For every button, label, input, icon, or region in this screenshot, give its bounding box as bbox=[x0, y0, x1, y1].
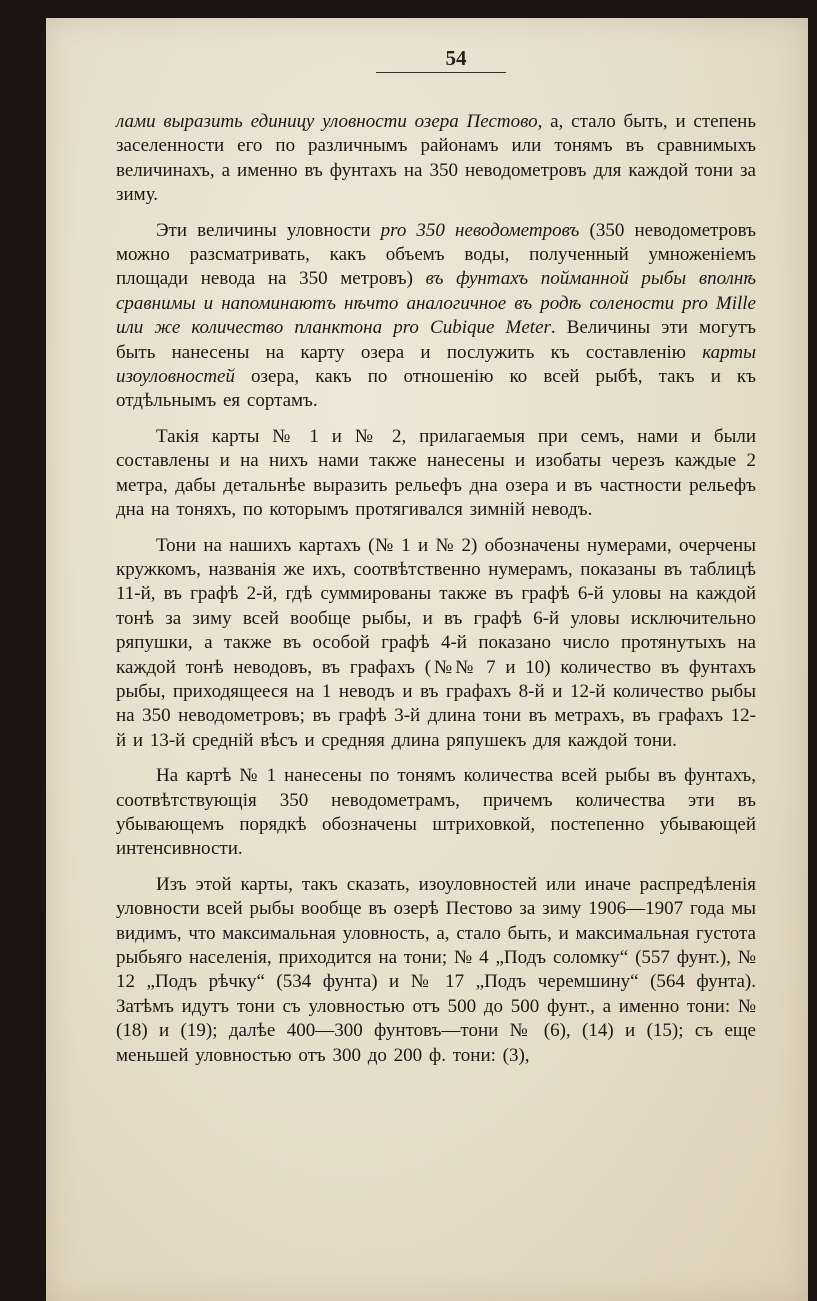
text-segment: (350 неводометровъ можно разсматривать, какъ объемъ воды, полученный умноженіемъ площади невода на 350 метровъ) bbox=[116, 219, 757, 290]
text-segment: Изъ этой карты, такъ сказать, изоуловностей или иначе распредѣленія уловности всей рыбы вообще въ озерѣ Пестово за зиму 1906—1907 года мы видимъ, что максимальная уловность, а, стало быть, и максимальная густота рыбьяго населенія, приходится на тони; № 4 „Подъ соломку“ (557 фунт.), № 12 „Подъ рѣчку“ (534 фунта) и № 17 „Подъ черемшину“ (564 фунта). Затѣмъ идутъ тони съ уловностью отъ 500 до 500 фунт., а именно тони: № (18) и (19); далѣе 400—300 фунтовъ—тони № (6), (14) и (15); съ еще меньшей уловностью отъ 300 до 200 ф. тони: (3), bbox=[116, 873, 756, 1066]
book-page bbox=[46, 18, 808, 1301]
text-segment: лами выразить единицу уловности озера Пестово bbox=[116, 111, 538, 132]
paragraph-3 bbox=[116, 425, 756, 523]
text-segment: Эти величины уловности bbox=[156, 219, 381, 241]
paragraph-5 bbox=[116, 764, 756, 862]
page-number-rule bbox=[376, 72, 506, 73]
text-segment: карты изоуловностей bbox=[116, 341, 756, 388]
paragraph-6 bbox=[116, 873, 756, 1068]
text-segment: На картѣ № 1 нанесены по тонямъ количества всей рыбы въ фунтахъ, соотвѣтствующія 350 неводометрамъ, причемъ количества эти въ убывающемъ порядкѣ обозначены штриховкой, постепенно убывающей интенсивности. bbox=[116, 765, 756, 860]
text-segment: озера, какъ по отношенію ко всей рыбѣ, такъ и къ отдѣльнымъ ея сортамъ. bbox=[116, 366, 756, 412]
text-body bbox=[116, 110, 756, 1068]
text-segment: . Величины эти могутъ быть нанесены на карту озера и послужить къ составленію bbox=[116, 317, 756, 363]
text-segment: въ фунтахъ пойманной рыбы вполнѣ сравнимы и напоминаютъ нѣчто аналогичное въ родѣ солености pro Mille или же количество планктона pro Cubique Meter bbox=[116, 268, 756, 339]
text-segment: Тони на нашихъ картахъ (№ 1 и № 2) обозначены нумерами, очерчены кружкомъ, названія же ихъ, соотвѣтственно нумерамъ, показаны въ таблицѣ 11-й, въ графѣ 2-й, гдѣ суммированы также въ графѣ 6-й уловы на каждой тонѣ за зиму всей вообще рыбы, и въ графѣ 6-й уловы исключительно ряпушки, а также въ особой графѣ 4-й показано число протянутыхъ на каждой тонѣ неводовъ, въ графахъ (№№ 7 и 10) количество въ фунтахъ рыбы, приходящееся на 1 неводъ и въ графахъ 8-й и 12-й количество рыбы на 350 неводометровъ; въ графѣ 3-й длина тони въ метрахъ, въ графахъ 12-й и 13-й среднiй вѣсъ и средняя длина ряпушекъ для каждой тони. bbox=[116, 534, 756, 751]
text-segment: pro 350 неводометровъ bbox=[380, 219, 580, 241]
paragraph-4 bbox=[116, 534, 756, 754]
paragraph-2 bbox=[116, 219, 756, 414]
page-number: 54 bbox=[445, 46, 467, 70]
paragraph-1 bbox=[116, 110, 756, 208]
text-segment: Такія карты № 1 и № 2, прилагаемыя при семъ, нами и были составлены и на нихъ нами также нанесены и изобаты черезъ каждые 2 метра, дабы детальнѣе выразить рельефъ дна озера и въ частности рельефъ дна на тоняхъ, по которымъ протягивался зимній неводъ. bbox=[116, 425, 756, 521]
text-segment: , а, стало быть, и степень заселенности его по различнымъ районамъ или тонямъ въ сравнимыхъ величинахъ, а именно въ фунтахъ на 350 неводометровъ для каждой тони за зиму. bbox=[116, 111, 757, 206]
